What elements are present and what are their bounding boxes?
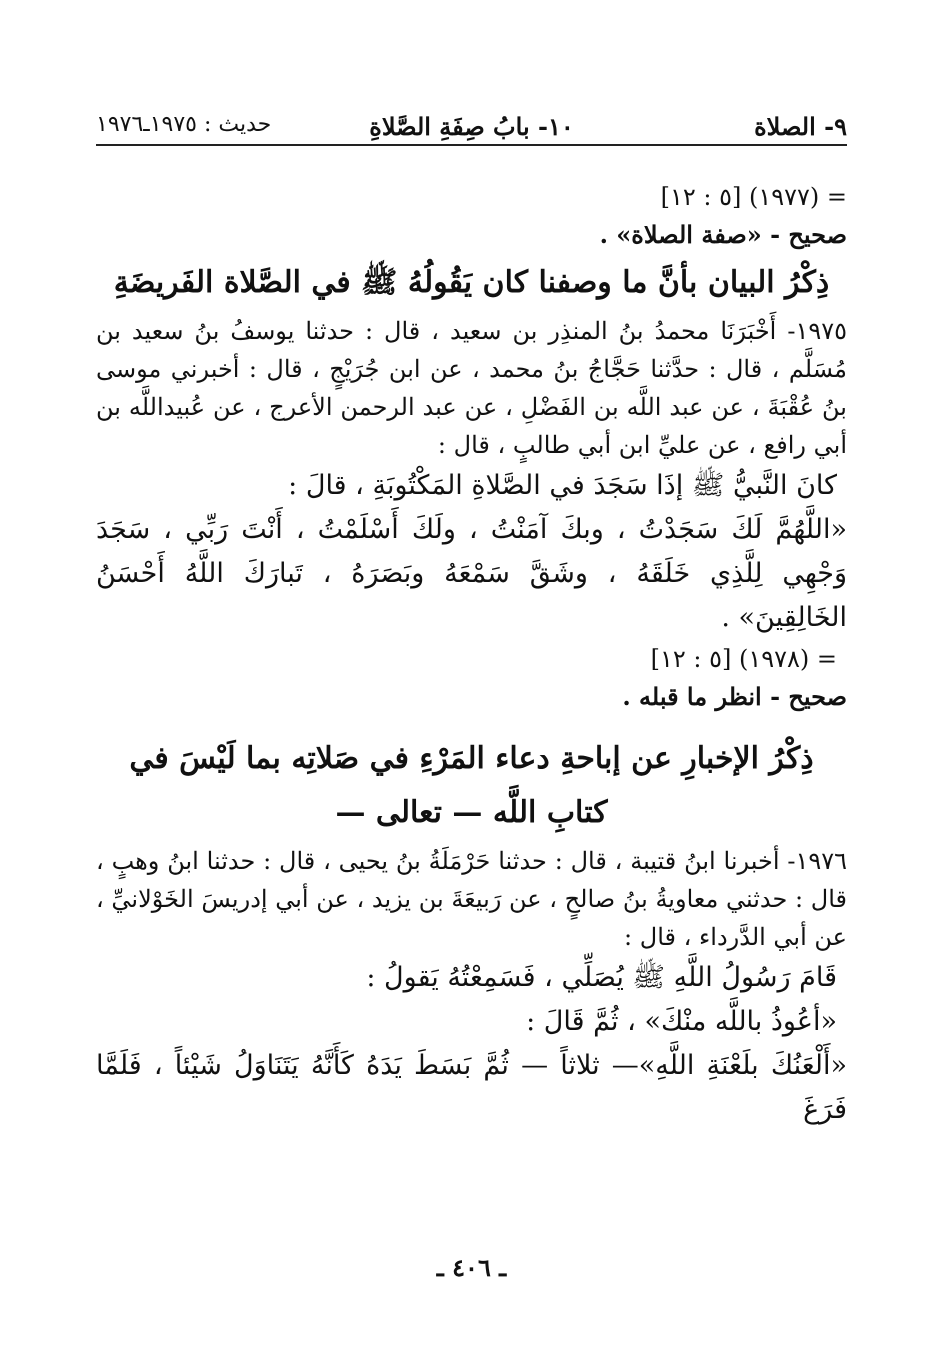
reference-1978: = (١٩٧٨) [٥ : ١٢] xyxy=(650,645,837,673)
section-title-1: ذِكْرُ البيان بأنَّ ما وصفنا كان يَقُولُهُ ﷺ في الصَّلاة الفَريضَةِ xyxy=(113,265,830,300)
grade-1978: صحيح - انظر ما قبله . xyxy=(622,682,847,711)
hadith-1976-quote-curse: «أَلْعَنُكَ بلَعْنَةِ اللَّهِ»— ثلاثاً — ثُمَّ بَسَطَ يَدَهُ كَأَنَّهُ يَتَنَاوَلُ شَيْئاً ، فَلَمَّا فَرَغَ xyxy=(96,1050,847,1125)
grade-1977: صحيح - «صفة الصلاة» . xyxy=(599,220,847,249)
spacer xyxy=(96,716,847,730)
hadith-1975-chain: ١٩٧٥- أَخْبَرَنَا محمدُ بنُ المنذِر بن سعيد ، قال : حدثنا يوسفُ بنُ سعيد بن مُسَلَّم ، قال : حدَّثنا حَجَّاجُ بنُ محمد ، عن ابن جُرَيْجٍ ، قال : أخبرني موسى بنُ عُقْبَةَ ، عن عبد اللَّه بن الفَضْلِ ، عن عبد الرحمن الأعرج ، عن عُبيداللَّه بن أبي رافع ، عن عليِّ ابن أبي طالبٍ ، قال : xyxy=(96,317,847,459)
hadith-1976-chain: ١٩٧٦- أخبرنا ابنُ قتيبة ، قال : حدثنا حَرْمَلَةُ بنُ يحيى ، قال : حدثنا ابنُ وهبٍ ، قال : حدثني معاويةُ بنُ صالحٍ ، عن رَبيعَةَ بن يزيد ، عن أبي إدريسَ الخَوْلانيِّ ، عن أبي الدَّرداء ، قال : xyxy=(96,847,847,951)
book-section-label: ٩- الصلاة xyxy=(754,112,847,141)
page-header xyxy=(96,104,847,146)
hadith-1976-quote-refuge: «أعُوذُ باللَّه منْكَ» ، ثُمَّ قَالَ : xyxy=(526,1006,837,1037)
hadith-range-label: حديث : ١٩٧٥ـ١٩٧٦ xyxy=(96,112,272,137)
section-title-2-line-1: ذِكْرُ الإخبارِ عن إباحةِ دعاء المَرْءِ في صَلاتِه بما لَيْسَ في xyxy=(129,741,814,776)
hadith-1975-quote-intro: كانَ النَّبيُّ ﷺ إذَا سَجَدَ في الصَّلاةِ المَكْتُوبَةِ ، قالَ : xyxy=(288,470,837,501)
section-title-2-line-2: كتابِ اللَّه — تعالى — xyxy=(335,795,608,830)
page-number: ـ ٤٠٦ ـ xyxy=(436,1253,507,1282)
reference-1977: = (١٩٧٧) [٥ : ١٢] xyxy=(660,183,847,211)
hadith-1976-quote-intro: قَامَ رَسُولُ اللَّهِ ﷺ يُصَلِّي ، فَسَمِعْتُهُ يَقولُ : xyxy=(366,962,837,993)
page-body xyxy=(96,178,847,1132)
hadith-1975-quote-text: «اللَّهُمَّ لَكَ سَجَدْتُ ، وبكَ آمَنْتُ ، ولَكَ أَسْلَمْتُ ، أَنْتَ رَبِّي ، سَجَدَ وَجْهِي لِلَّذِي خَلَقَهُ ، وشَقَّ سَمْعَهُ وبَصَرَهُ ، تَبارَكَ اللَّهُ أَحْسَنُ الخَالِقِينَ» . xyxy=(96,514,847,633)
chapter-title: ١٠- بابُ صِفَةِ الصَّلاةِ xyxy=(369,112,574,141)
